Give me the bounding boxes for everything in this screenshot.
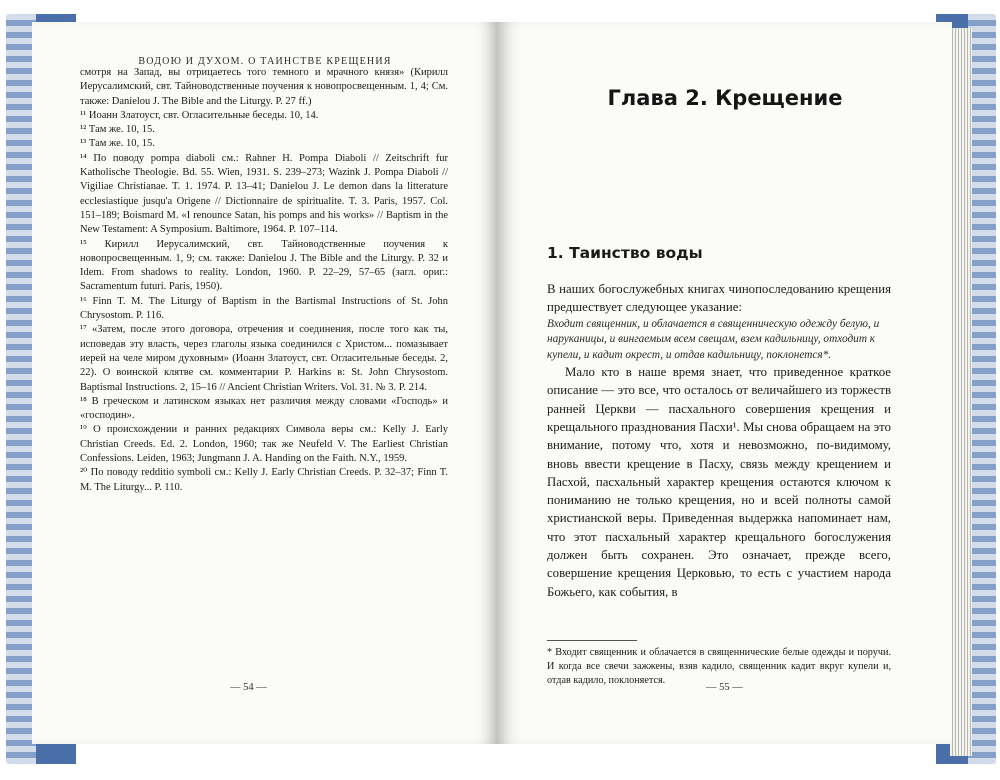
- footnote-15: ¹⁵ Кирилл Иерусалимский, свт. Тайноводственные поучения к новопросвещенным. 1, 9; см. также: Danielou J. The Bible and the Liturgy. P. 32 и Idem. From shadows to reality. London, 1960. P. 22–29, 57–65 (загл. ориг.: Sacramentum futuri. Paris, 1950).: [80, 238, 448, 293]
- section-title: 1. Таинство воды: [547, 244, 703, 262]
- footnote-19: ¹⁹ О происхождении и ранних редакциях Символа веры см.: Kelly J. Early Christian Creeds. Ed. 2. London, 1960; так же Neufeld V. The Earliest Christian Confessions. Leiden, 1963; Jungmann J. A. Handing on the Faith. N.Y., 1959.: [80, 424, 448, 465]
- rubric-quote: Входит священник, и облачается в священническую одежду белую, и наруканицы, и вингаемым всем свещам, взем кадильницу, отходит к купели, и кадит окрест, и отдав кадильницу, поклонется*.: [547, 317, 880, 361]
- main-paragraph: Мало кто в наше время знает, что приведенное краткое описание — это все, что осталось от величайшего из торжеств ранней Церкви — пасхального совершения крещения и крещального празднования Пасхи¹. Мы снова обращаем на это внимание, потому что, хотя и невозможно, по-видимому, вновь ввести крещение в Пасху, связь между крещением и Пасхой, пасхальный характер крещения остаются ключом к пониманию не только крещения, но и всей полноты самой христианской веры. Приведенная выдержка напоминает нам, что этот пасхальный характер крещального богослужения должен быть сохранен. Это означает, прежде всего, совершение крещения Церковью, то есть с участием народа Божьего, как события, в: [547, 365, 891, 599]
- footnotes-left: [80, 66, 448, 495]
- body-text: [547, 280, 891, 601]
- footnote-11: ¹¹ Иоанн Златоуст, свт. Огласительные беседы. 10, 14.: [80, 109, 319, 121]
- footnote-18: ¹⁸ В греческом и латинском языках нет различия между словами «Господь» и «господин».: [80, 395, 448, 422]
- chapter-title: Глава 2. Крещение: [607, 86, 843, 110]
- page-number-left: — 54 —: [230, 682, 267, 693]
- intro-paragraph: В наших богослужебных книгах чинопоследованию крещения предшествует следующее указание:: [547, 282, 891, 315]
- footnote-right: * Входит священник и облачается в священнические белые одежды и поручи. И когда все свечи зажжены, взяв кадило, священник кадит вкруг купели и, отдав кадило, поклоняется.: [547, 647, 891, 686]
- footnote-13: ¹³ Там же. 10, 15.: [80, 138, 155, 150]
- footnote-continuation: смотря на Запад, вы отрицаетесь того темного и мрачного князя» (Кирилл Иерусалимский, свт. Тайноводственные поучения к новопросвещенным. 1, 4; См. также: Danielou J. The Bible and the Liturgy. P. 27 ff.): [80, 67, 448, 107]
- page-number-right: — 55 —: [706, 682, 743, 693]
- footnote-20: ²⁰ По поводу redditio symboli см.: Kelly J. Early Christian Creeds. P. 32–37; Finn T. M. The Liturgy... P. 110.: [80, 467, 448, 493]
- running-head: ВОДОЮ И ДУХОМ. О ТАИНСТВЕ КРЕЩЕНИЯ: [138, 56, 392, 67]
- page-edges: [950, 28, 972, 756]
- footnote-divider: [547, 640, 637, 641]
- footnote-17: ¹⁷ «Затем, после этого договора, отречения и соединения, после того как ты, исповедав эту власть, через глаголы языка соединился с Христом... помазывает иерей на челе миром духовным» (Иоанн Златоуст, свт. Огласительные беседы. 2, 22). О воинской клятве см. комментарии P. Harkins в: St. John Chrysostom. Baptismal Instructions. 2, 15–16 // Ancient Christian Writers. Vol. 31. № 3. P. 214.: [80, 324, 448, 393]
- footnote-14: ¹⁴ По поводу pompa diaboli см.: Rahner H. Pompa Diaboli // Zeitschrift fur Katholische Theologie. Bd. 55. Wien, 1931. S. 239–273; Wazink J. Pompa Diaboli // Vigiliae Christianae. T. 1. 1974. P. 13–41; Danielou J. Le demon dans la litterature ecclesiastique jusqu'a Origene // Dictionnaire de spiritualite. T. 3. Paris, 1957. Col. 151–189; Boismard M. «I renounce Satan, his pomps and his works» // Baptism in the New Testament: A Symposium. Baltimore, 1964. P. 107–114.: [80, 152, 448, 236]
- footnote-16: ¹⁶ Finn T. M. The Liturgy of Baptism in the Bartismal Instructions of St. John Chrysostom. P. 116.: [80, 295, 448, 322]
- footnote-12: ¹² Там же. 10, 15.: [80, 124, 155, 136]
